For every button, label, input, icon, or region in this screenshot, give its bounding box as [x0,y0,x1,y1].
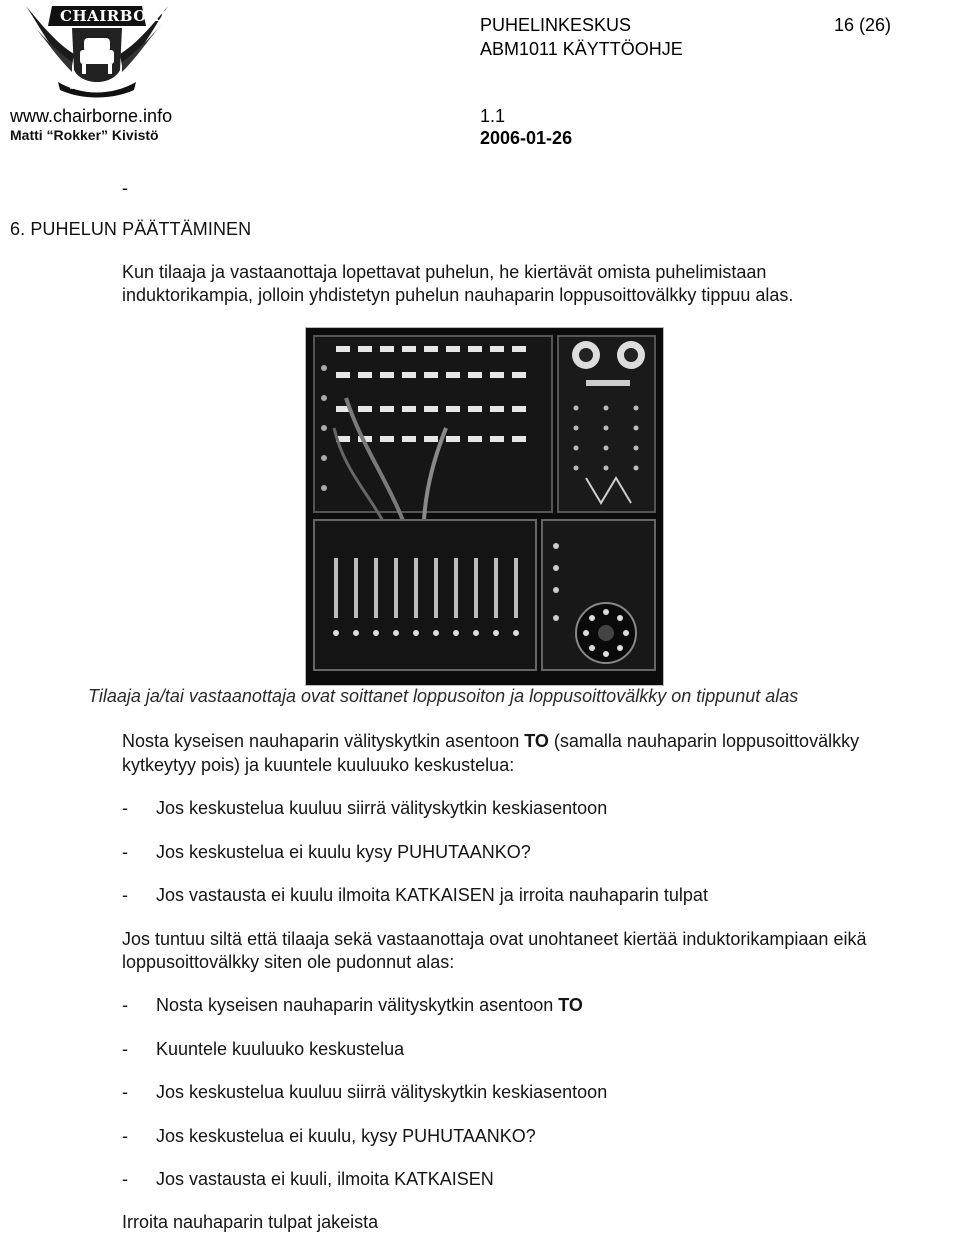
para1-line-2: kytkeytyy pois) ja kuuntele kuuluuko keskustelua: [122,755,515,775]
list-item-text: Jos keskustelua kuuluu siirrä välityskytkin keskiasentoon [156,1082,608,1102]
logo-text: CHAIRBORNE [60,7,186,25]
list-dash: - [122,1126,128,1146]
website-link[interactable]: www.chairborne.info [10,106,173,126]
logo-subtext: BELLA GERANT ALII [70,85,120,91]
list2-first-emphasis: TO [558,995,583,1015]
logo [22,0,186,98]
para2-line-2: loppusoittovälkky siten ole pudonnut alas: [122,952,455,972]
date: 2006-01-26 [480,128,573,148]
author: Matti “Rokker” Kivistö [10,127,159,143]
version: 1.1 [480,106,506,126]
list-dash: - [122,1082,128,1102]
section-title: 6. PUHELUN PÄÄTTÄMINEN [10,219,252,239]
para1-text-a: Nosta kyseisen nauhaparin välityskytkin asentoon [122,731,525,751]
list2-first-text: Nosta kyseisen nauhaparin välityskytkin asentoon [156,995,559,1015]
list-item-text: Jos vastausta ei kuulu ilmoita KATKAISEN ja irroita nauhaparin tulpat [156,885,708,905]
list-item-text: Jos keskustelua kuuluu siirrä välityskytkin keskiasentoon [156,798,608,818]
para1-line-1 [122,731,859,752]
photo-caption: Tilaaja ja/tai vastaanottaja ovat soittanet loppusoiton ja loppusoittovälkky on tippunut alas [88,686,799,706]
para1-emphasis: TO [524,731,549,751]
list-dash: - [122,995,128,1015]
page-number: 16 (26) [834,15,892,35]
doc-title: PUHELINKESKUS [480,15,632,35]
final-line: Irroita nauhaparin tulpat jakeista [122,1212,379,1232]
list-item-text: Jos keskustelua ei kuulu, kysy PUHUTAANKO? [156,1126,536,1146]
intro-line-2: induktorikampia, jolloin yhdistetyn puhelun nauhaparin loppusoittovälkky tippuu alas. [122,285,794,305]
doc-subtitle: ABM1011 KÄYTTÖOHJE [480,39,683,59]
stray-dash: - [122,178,128,198]
list-item-text: Kuuntele kuuluuko keskustelua [156,1039,405,1059]
intro-line-1: Kun tilaaja ja vastaanottaja lopettavat puhelun, he kiertävät omista puhelimistaan [122,262,767,282]
para1-text-c: (samalla nauhaparin loppusoittovälkky [548,731,860,751]
list-item-text [156,995,583,1016]
para2-line-1: Jos tuntuu siltä että tilaaja sekä vastaanottaja ovat unohtaneet kiertää induktorikampiaan eikä [122,929,867,949]
list-item-text: Jos keskustelua ei kuulu kysy PUHUTAANKO? [156,842,531,862]
list-dash: - [122,798,128,818]
switchboard-photo [305,327,664,686]
list-dash: - [122,1039,128,1059]
list-dash: - [122,1169,128,1189]
list-dash: - [122,842,128,862]
list-dash: - [122,885,128,905]
list-item-text: Jos vastausta ei kuuli, ilmoita KATKAISEN [156,1169,494,1189]
